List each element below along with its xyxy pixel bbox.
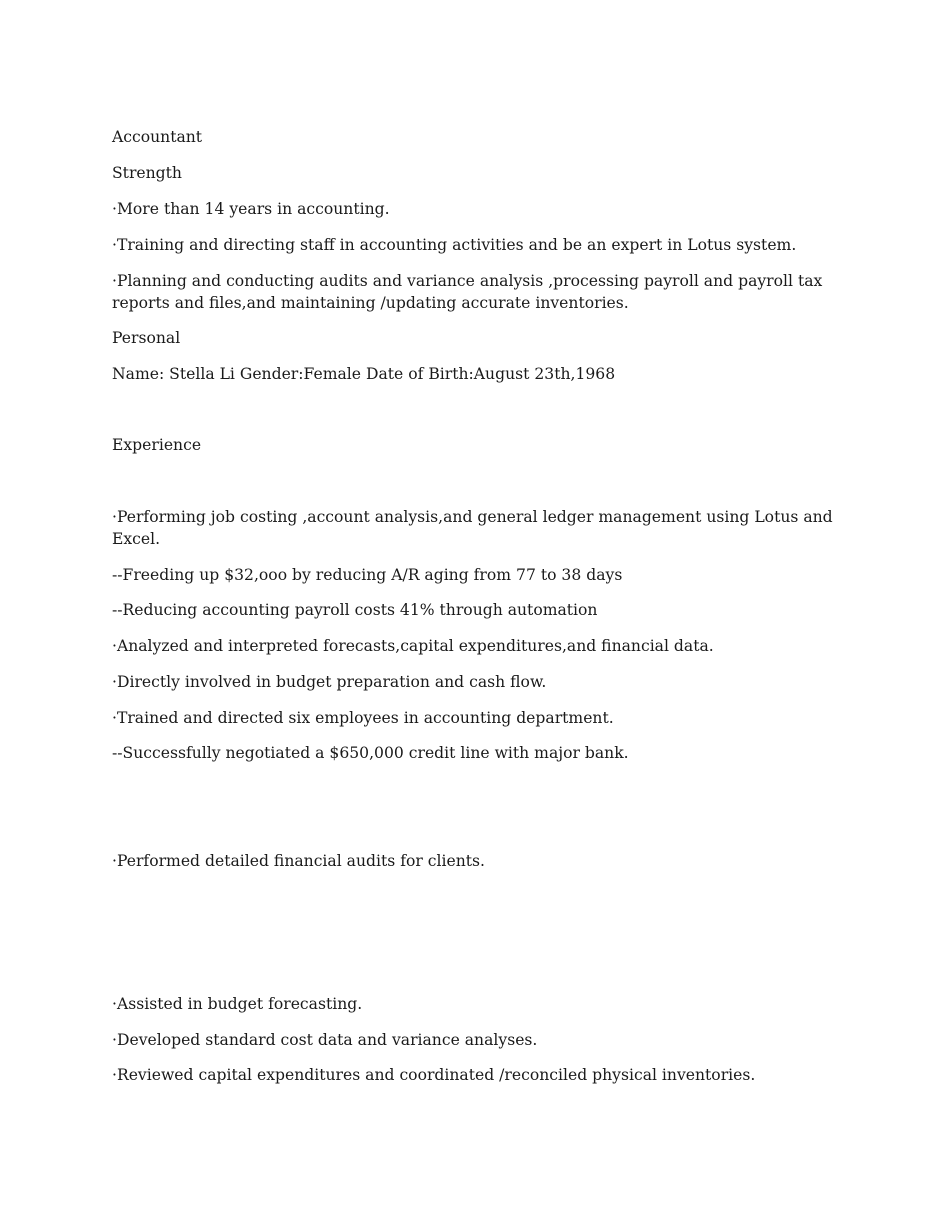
experience-item: --Reducing accounting payroll costs 41% through automation — [112, 601, 598, 619]
experience-item: ·Performed detailed financial audits for clients. — [112, 852, 485, 870]
experience-item: --Freeding up $32,ooo by reducing A/R aging from 77 to 38 days — [112, 566, 623, 584]
experience-item: --Successfully negotiated a $650,000 credit line with major bank. — [112, 744, 629, 762]
experience-item: ·Analyzed and interpreted forecasts,capital expenditures,and financial data. — [112, 637, 714, 655]
personal-heading: Personal — [112, 329, 181, 347]
experience-item: ·Performing job costing ,account analysis,and general ledger management using Lotus and Excel. — [112, 508, 833, 548]
experience-item: ·Assisted in budget forecasting. — [112, 995, 363, 1013]
strength-item: ·More than 14 years in accounting. — [112, 200, 390, 218]
experience-item: ·Directly involved in budget preparation and cash flow. — [112, 673, 547, 691]
experience-item: ·Trained and directed six employees in accounting department. — [112, 709, 614, 727]
document-title: Accountant — [112, 128, 203, 146]
experience-heading: Experience — [112, 436, 202, 454]
strength-item: ·Training and directing staff in accounting activities and be an expert in Lotus system. — [112, 236, 797, 254]
experience-item: ·Developed standard cost data and variance analyses. — [112, 1031, 538, 1049]
strength-item: ·Planning and conducting audits and variance analysis ,processing payroll and payroll tax reports and files,and maintaining /updating accurate inventories. — [112, 272, 823, 312]
experience-item: ·Reviewed capital expenditures and coordinated /reconciled physical inventories. — [112, 1066, 756, 1084]
personal-details: Name: Stella Li Gender:Female Date of Birth:August 23th,1968 — [112, 365, 616, 383]
strength-heading: Strength — [112, 164, 182, 182]
